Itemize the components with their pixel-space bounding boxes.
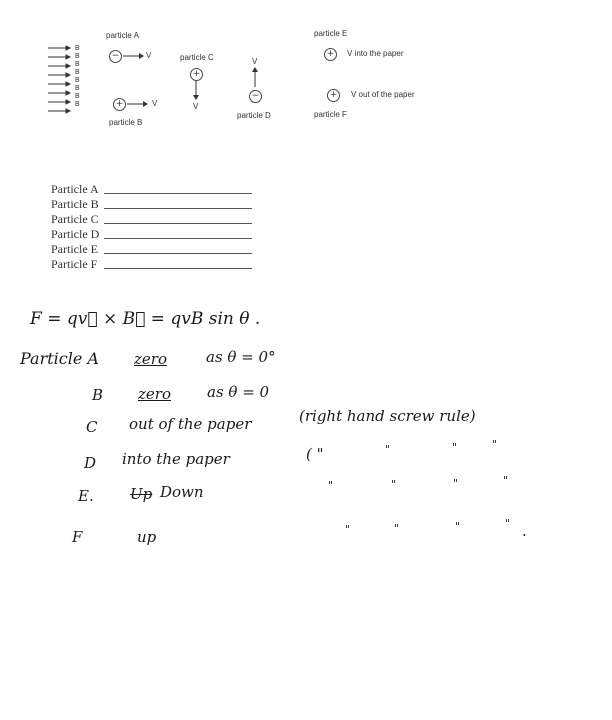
row-c-answer: out of the paper [129,415,252,433]
worksheet-line-d: Particle D [51,227,100,241]
velocity-arrow-down-icon [192,81,200,101]
force-formula: F = qv⃗ × B⃗ = qvB sin θ . [30,309,261,329]
row-e-answer: Down [160,483,204,501]
particle-c-velocity: V [193,102,199,111]
field-label: B [75,53,80,60]
particle-e-label: particle E [314,29,348,38]
field-label: B [75,93,80,100]
blank-line [104,223,252,224]
particle-d-label: particle D [237,111,271,120]
worksheet-line-b: Particle B [51,197,99,211]
positive-charge-icon: + [324,48,337,61]
blank-line [104,208,252,209]
ditto-mark: " [394,522,400,535]
row-d-reason: ( " [306,445,324,463]
negative-charge-icon: − [109,50,122,63]
particle-a-velocity: V [146,51,152,60]
row-f-answer: up [137,528,157,546]
row-c-reason: (right hand screw rule) [299,407,476,425]
field-label: B [75,45,80,52]
positive-charge-icon: + [113,98,126,111]
ditto-mark: " [503,474,509,487]
velocity-arrow-right-icon [123,52,145,60]
row-a-reason: as θ = 0° [206,348,276,366]
particle-f-label: particle F [314,110,347,119]
ditto-mark: " [391,478,397,491]
worksheet-line-c: Particle C [51,212,99,226]
ditto-mark: " [452,441,458,454]
positive-charge-icon: + [190,68,203,81]
blank-line [104,238,252,239]
particle-e-velocity: V into the paper [347,49,404,58]
field-label: B [75,61,80,68]
row-b-reason: as θ = 0 [207,383,270,401]
row-d-answer: into the paper [122,450,230,468]
blank-line [104,253,252,254]
ditto-mark: " [328,479,334,492]
velocity-arrow-up-icon [251,67,259,87]
row-c-letter: C [86,418,98,436]
worksheet-line-e: Particle E [51,242,98,256]
row-f-letter: F [72,528,83,546]
velocity-arrow-right-icon [127,100,149,108]
positive-charge-icon: + [327,89,340,102]
row-e-letter: E. [78,487,94,505]
field-label: B [75,69,80,76]
ditto-mark: " [453,477,459,490]
row-d-letter: D [84,454,97,472]
negative-charge-icon: − [249,90,262,103]
worksheet-line-f: Particle F [51,257,98,271]
magnetic-field-lines [48,44,72,120]
blank-line [104,193,252,194]
worksheet-line-a: Particle A [51,182,99,196]
final-period: . [522,522,527,540]
ditto-mark: " [455,520,461,533]
ditto-mark: " [345,523,351,536]
row-e-crossed: Up [130,485,153,503]
field-label: B [75,77,80,84]
particle-b-label: particle B [109,118,143,127]
row-a-answer: zero [134,350,167,368]
field-label: B [75,101,80,108]
row-a-prefix: Particle A [20,349,99,368]
row-b-answer: zero [138,385,171,403]
ditto-mark: " [505,517,511,530]
particle-a-label: particle A [106,31,139,40]
particle-f-velocity: V out of the paper [351,90,415,99]
particle-b-velocity: V [152,99,158,108]
ditto-mark: " [492,438,498,451]
particle-c-label: particle C [180,53,214,62]
field-label-column [75,45,80,109]
ditto-mark: " [385,443,391,456]
row-b-letter: B [92,386,104,404]
particle-d-velocity: V [252,57,258,66]
field-label: B [75,85,80,92]
blank-line [104,268,252,269]
